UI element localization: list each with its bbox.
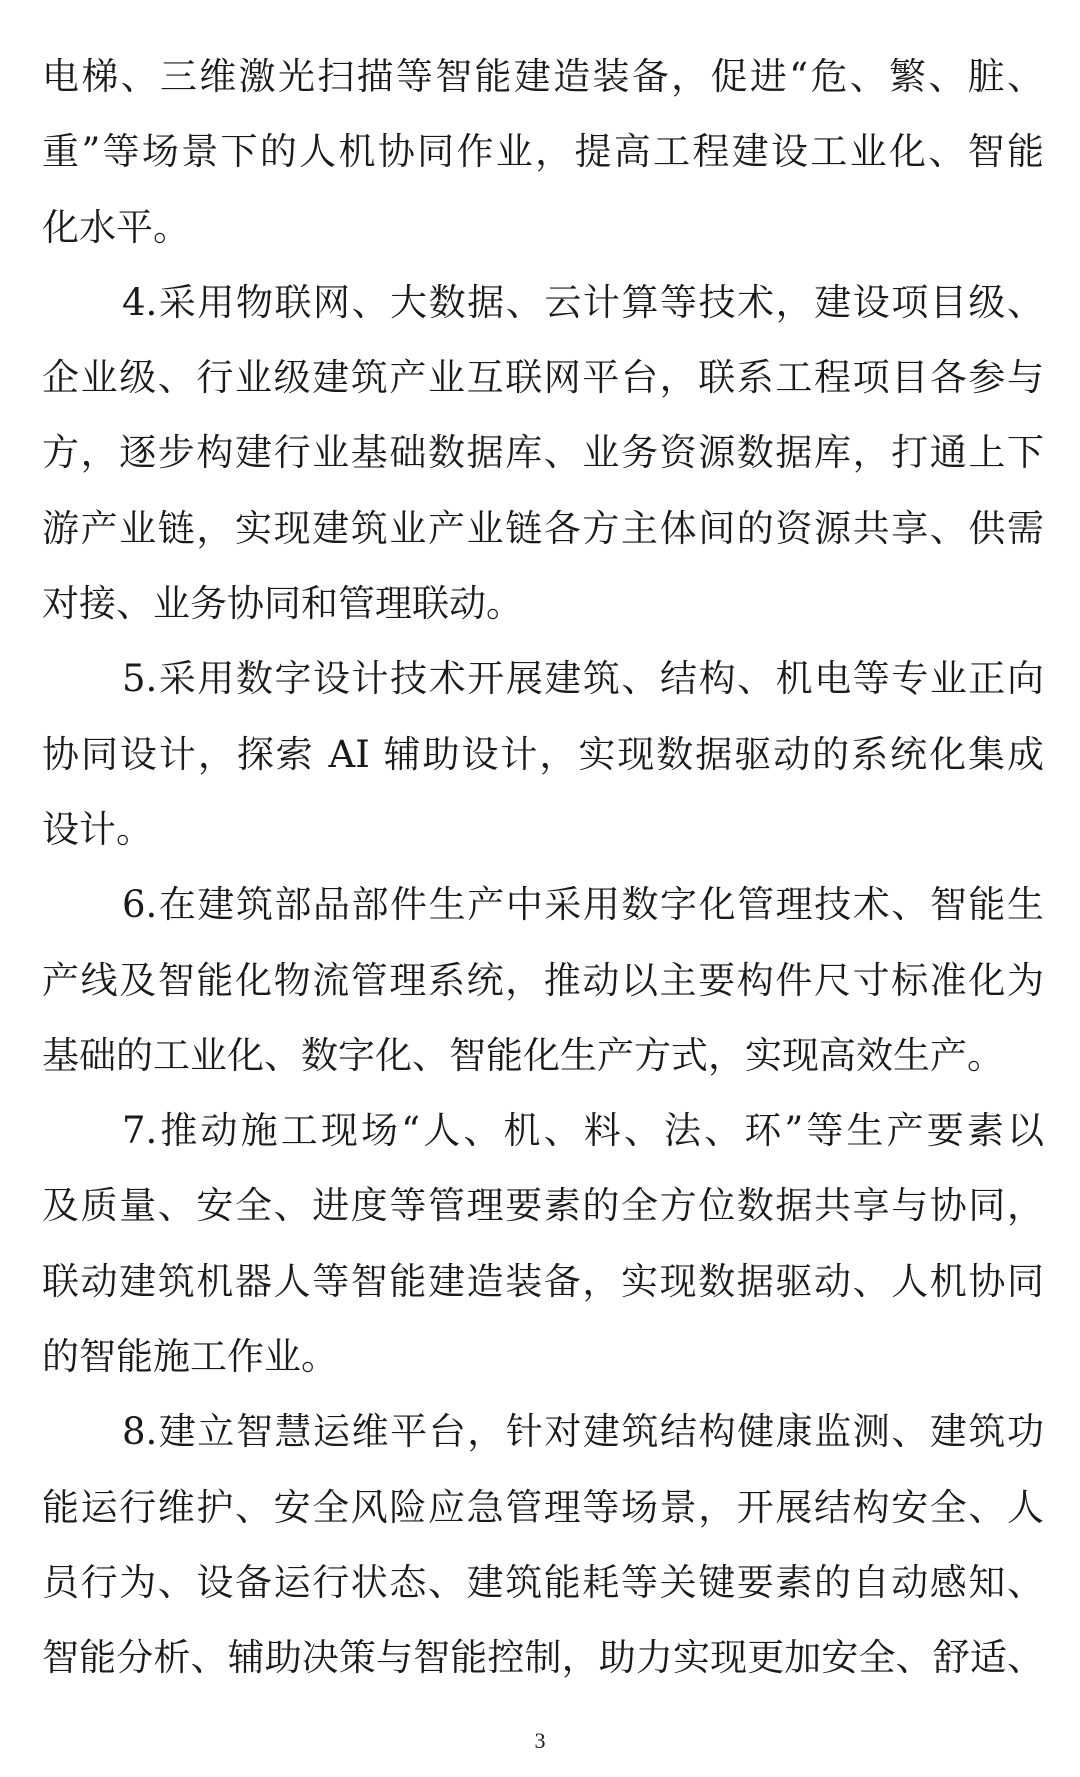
page-number: 3: [534, 1728, 546, 1753]
paragraph: [42, 1394, 1044, 1695]
text-line: 员行为、设备运行状态、建筑能耗等关键要素的自动感知、: [42, 1560, 1044, 1604]
text-line: 基础的工业化、数字化、智能化生产方式，实现高效生产。: [42, 1033, 1004, 1077]
text-line: 智能分析、辅助决策与智能控制，助力实现更加安全、舒适、: [42, 1636, 1044, 1680]
paragraph: [42, 1093, 1044, 1394]
document-body: [42, 39, 1044, 1696]
text-line: 电梯、三维激光扫描等智能建造装备，促进“危、繁、脏、: [42, 55, 1044, 98]
text-line: 6.在建筑部品部件生产中采用数字化管理技术、智能生: [122, 883, 1044, 927]
text-line: 及质量、安全、进度等管理要素的全方位数据共享与协同，: [42, 1184, 1044, 1228]
text-line: 的智能施工作业。: [42, 1335, 338, 1379]
text-line: 方，逐步构建行业基础数据库、业务资源数据库，打通上下: [42, 431, 1044, 475]
paragraph: [42, 39, 1044, 265]
text-line: 7.推动施工现场“人、机、料、法、环”等生产要素以: [122, 1109, 1044, 1153]
text-line: 能运行维护、安全风险应急管理等场景，开展结构安全、人: [42, 1485, 1044, 1529]
text-line: 5.采用数字设计技术开展建筑、结构、机电等专业正向: [122, 657, 1044, 701]
text-line: 化水平。: [42, 205, 190, 249]
text-line: 产线及智能化物流管理系统，推动以主要构件尺寸标准化为: [42, 958, 1044, 1002]
text-line: 8.建立智慧运维平台，针对建筑结构健康监测、建筑功: [122, 1410, 1044, 1454]
text-line: 重”等场景下的人机协同作业，提高工程建设工业化、智能: [42, 130, 1044, 174]
text-line: 4.采用物联网、大数据、云计算等技术，建设项目级、: [122, 280, 1044, 324]
text-line: 协同设计，探索 AI 辅助设计，实现数据驱动的系统化集成: [42, 732, 1044, 776]
paragraph: [42, 641, 1044, 867]
paragraph: [42, 867, 1044, 1093]
text-line: 游产业链，实现建筑业产业链各方主体间的资源共享、供需: [42, 506, 1044, 550]
text-line: 设计。: [42, 807, 153, 851]
paragraph: [42, 265, 1044, 641]
text-line: 联动建筑机器人等智能建造装备，实现数据驱动、人机协同: [42, 1259, 1044, 1303]
text-line: 企业级、行业级建筑产业互联网平台，联系工程项目各参与: [42, 356, 1044, 400]
text-line: 对接、业务协同和管理联动。: [42, 582, 523, 626]
